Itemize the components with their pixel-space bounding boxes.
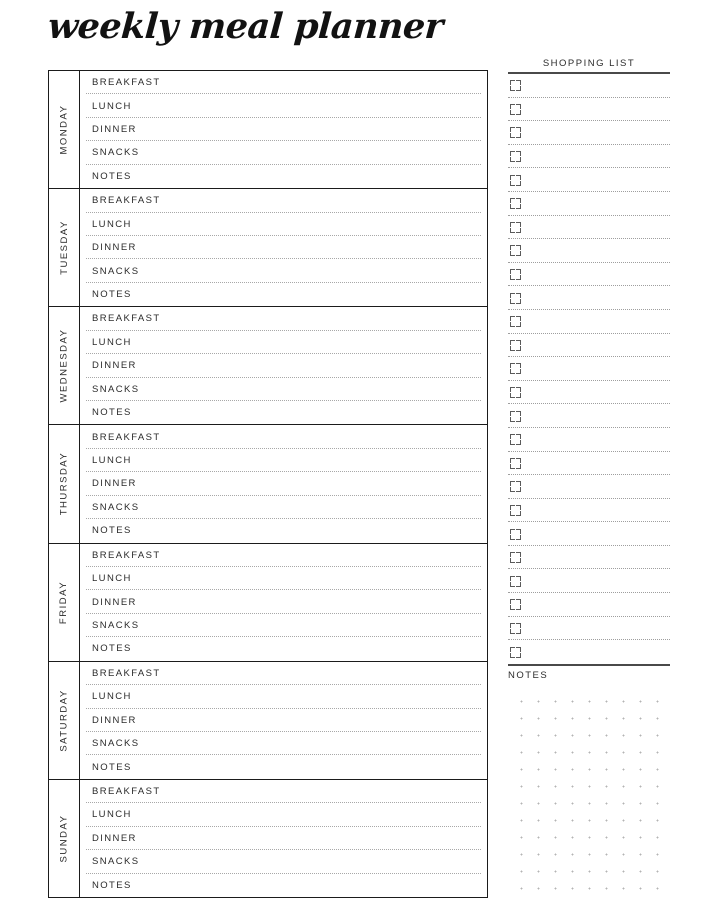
- shopping-list-item[interactable]: [508, 546, 670, 570]
- meal-row-breakfast[interactable]: [80, 425, 487, 448]
- meal-row-label: NOTES: [92, 761, 132, 773]
- meal-row-label: BREAKFAST: [92, 667, 161, 679]
- meal-row-notes[interactable]: [80, 755, 487, 778]
- day-label: TUESDAY: [58, 220, 70, 276]
- checkbox-icon[interactable]: [510, 222, 521, 233]
- meal-row-dinner[interactable]: [80, 354, 487, 377]
- checkbox-icon[interactable]: [510, 151, 521, 162]
- meal-row-snacks[interactable]: [80, 141, 487, 164]
- shopping-list-items: [508, 74, 670, 664]
- meal-row-label: LUNCH: [92, 218, 132, 230]
- shopping-list-item-text[interactable]: [521, 640, 670, 664]
- meal-row-label: SNACKS: [92, 856, 140, 868]
- meal-row-lunch[interactable]: [80, 213, 487, 236]
- shopping-list-item[interactable]: [508, 216, 670, 240]
- shopping-list-item[interactable]: [508, 475, 670, 499]
- meal-row-label: DINNER: [92, 360, 137, 372]
- meal-row-lunch[interactable]: [80, 567, 487, 590]
- meals-cell: [80, 189, 487, 306]
- meal-row-label: SNACKS: [92, 147, 140, 159]
- shopping-list-item[interactable]: [508, 98, 670, 122]
- meal-row-label: LUNCH: [92, 336, 132, 348]
- meal-row-snacks[interactable]: [80, 850, 487, 873]
- shopping-list-item-text[interactable]: [521, 74, 670, 98]
- shopping-list-item[interactable]: [508, 192, 670, 216]
- shopping-list-heading: SHOPPING LIST: [542, 58, 636, 69]
- meal-row-label: BREAKFAST: [92, 77, 161, 89]
- shopping-list-item[interactable]: [508, 263, 670, 287]
- checkbox-icon[interactable]: [510, 340, 521, 351]
- notes-divider: [508, 664, 670, 666]
- meal-row-label: BREAKFAST: [92, 195, 161, 207]
- meal-row-label: NOTES: [92, 879, 132, 891]
- meal-row-label: SNACKS: [92, 501, 140, 513]
- checkbox-icon[interactable]: [510, 552, 521, 563]
- meal-row-dinner[interactable]: [80, 827, 487, 850]
- meal-row-dinner[interactable]: [80, 709, 487, 732]
- meal-row-label: DINNER: [92, 242, 137, 254]
- meal-row-label: LUNCH: [92, 100, 132, 112]
- meal-row-snacks[interactable]: [80, 614, 487, 637]
- notes-panel: [508, 664, 670, 900]
- shopping-list-item-text[interactable]: [521, 357, 670, 381]
- shopping-list-item[interactable]: [508, 617, 670, 641]
- shopping-list-item-text[interactable]: [521, 310, 670, 334]
- checkbox-icon[interactable]: [510, 411, 521, 422]
- meal-row-label: DINNER: [92, 124, 137, 136]
- shopping-list-item-text[interactable]: [521, 593, 670, 617]
- day-label-cell: [49, 307, 80, 424]
- meal-row-lunch[interactable]: [80, 331, 487, 354]
- meal-row-label: BREAKFAST: [92, 549, 161, 561]
- shopping-list-item-text[interactable]: [521, 239, 670, 263]
- meal-row-label: SNACKS: [92, 738, 140, 750]
- day-label: THURSDAY: [58, 452, 70, 516]
- notes-dot-grid[interactable]: [508, 687, 670, 891]
- shopping-list-item-text[interactable]: [521, 98, 670, 122]
- shopping-list-item-text[interactable]: [521, 569, 670, 593]
- day-block-monday: [49, 71, 487, 189]
- meal-row-label: BREAKFAST: [92, 431, 161, 443]
- shopping-list-item[interactable]: [508, 428, 670, 452]
- meal-row-breakfast[interactable]: [80, 71, 487, 94]
- shopping-list-item-text[interactable]: [521, 404, 670, 428]
- checkbox-icon[interactable]: [510, 481, 521, 492]
- meal-row-breakfast[interactable]: [80, 544, 487, 567]
- shopping-list-item-text[interactable]: [521, 145, 670, 169]
- checkbox-icon[interactable]: [510, 458, 521, 469]
- meal-row-label: DINNER: [92, 714, 137, 726]
- meal-row-snacks[interactable]: [80, 378, 487, 401]
- meal-row-label: BREAKFAST: [92, 313, 161, 325]
- checkbox-icon[interactable]: [510, 599, 521, 610]
- meal-row-notes[interactable]: [80, 637, 487, 660]
- page-title: weekly meal planner: [46, 6, 445, 47]
- meals-cell: [80, 425, 487, 542]
- shopping-list-item[interactable]: [508, 286, 670, 310]
- meal-row-label: LUNCH: [92, 455, 132, 467]
- day-block-sunday: [49, 780, 487, 897]
- shopping-list-item[interactable]: [508, 640, 670, 664]
- shopping-list-item[interactable]: [508, 499, 670, 523]
- checkbox-icon[interactable]: [510, 269, 521, 280]
- meal-row-label: NOTES: [92, 407, 132, 419]
- checkbox-icon[interactable]: [510, 647, 521, 658]
- shopping-list-item-text[interactable]: [521, 121, 670, 145]
- meal-row-snacks[interactable]: [80, 259, 487, 282]
- meal-row-lunch[interactable]: [80, 685, 487, 708]
- day-label-cell: [49, 189, 80, 306]
- meal-row-breakfast[interactable]: [80, 662, 487, 685]
- meal-row-label: DINNER: [92, 596, 137, 608]
- shopping-list-item-text[interactable]: [521, 263, 670, 287]
- meal-row-breakfast[interactable]: [80, 780, 487, 803]
- shopping-list-item[interactable]: [508, 121, 670, 145]
- meal-row-label: SNACKS: [92, 265, 140, 277]
- meal-row-lunch[interactable]: [80, 449, 487, 472]
- meal-row-label: DINNER: [92, 832, 137, 844]
- meal-row-breakfast[interactable]: [80, 189, 487, 212]
- day-label: SUNDAY: [58, 814, 70, 863]
- meal-row-label: SNACKS: [92, 620, 140, 632]
- shopping-list-item-text[interactable]: [521, 546, 670, 570]
- day-block-thursday: [49, 425, 487, 543]
- shopping-list-item[interactable]: [508, 404, 670, 428]
- shopping-list-item[interactable]: [508, 569, 670, 593]
- meal-row-label: SNACKS: [92, 383, 140, 395]
- shopping-list-item[interactable]: [508, 381, 670, 405]
- meal-row-label: LUNCH: [92, 573, 132, 585]
- day-label-cell: [49, 780, 80, 897]
- checkbox-icon[interactable]: [510, 623, 521, 634]
- meal-row-label: NOTES: [92, 525, 132, 537]
- meal-row-label: NOTES: [92, 170, 132, 182]
- meal-row-dinner[interactable]: [80, 118, 487, 141]
- day-label: FRIDAY: [58, 580, 70, 624]
- meal-row-dinner[interactable]: [80, 472, 487, 495]
- shopping-list-item-text[interactable]: [521, 475, 670, 499]
- day-block-saturday: [49, 662, 487, 780]
- meal-row-notes[interactable]: [80, 165, 487, 188]
- meal-row-snacks[interactable]: [80, 732, 487, 755]
- shopping-list-item[interactable]: [508, 74, 670, 98]
- shopping-list-item[interactable]: [508, 522, 670, 546]
- checkbox-icon[interactable]: [510, 387, 521, 398]
- day-label-cell: [49, 71, 80, 188]
- day-label-cell: [49, 662, 80, 779]
- meal-row-lunch[interactable]: [80, 94, 487, 117]
- shopping-list-item-text[interactable]: [521, 522, 670, 546]
- meals-cell: [80, 780, 487, 897]
- meal-row-lunch[interactable]: [80, 803, 487, 826]
- meal-row-label: LUNCH: [92, 809, 132, 821]
- checkbox-icon[interactable]: [510, 198, 521, 209]
- shopping-list-item-text[interactable]: [521, 428, 670, 452]
- shopping-list-item-text[interactable]: [521, 381, 670, 405]
- day-block-tuesday: [49, 189, 487, 307]
- meal-row-notes[interactable]: [80, 283, 487, 306]
- notes-heading: NOTES: [508, 670, 549, 681]
- checkbox-icon[interactable]: [510, 127, 521, 138]
- shopping-list-item[interactable]: [508, 168, 670, 192]
- meal-row-label: DINNER: [92, 478, 137, 490]
- shopping-list-item-text[interactable]: [521, 192, 670, 216]
- weekly-planner-table: [48, 70, 488, 898]
- shopping-list-item-text[interactable]: [521, 499, 670, 523]
- meal-row-label: BREAKFAST: [92, 786, 161, 798]
- meal-row-label: LUNCH: [92, 691, 132, 703]
- shopping-list-item[interactable]: [508, 452, 670, 476]
- meals-cell: [80, 662, 487, 779]
- day-label-cell: [49, 544, 80, 661]
- checkbox-icon[interactable]: [510, 576, 521, 587]
- checkbox-icon[interactable]: [510, 505, 521, 516]
- meal-row-label: NOTES: [92, 643, 132, 655]
- shopping-list-item-text[interactable]: [521, 452, 670, 476]
- meal-row-dinner[interactable]: [80, 236, 487, 259]
- checkbox-icon[interactable]: [510, 293, 521, 304]
- checkbox-icon[interactable]: [510, 245, 521, 256]
- day-block-friday: [49, 544, 487, 662]
- day-label: MONDAY: [58, 104, 70, 155]
- shopping-list-item-text[interactable]: [521, 216, 670, 240]
- day-label-cell: [49, 425, 80, 542]
- checkbox-icon[interactable]: [510, 316, 521, 327]
- checkbox-icon[interactable]: [510, 363, 521, 374]
- shopping-list-item[interactable]: [508, 145, 670, 169]
- shopping-list-item[interactable]: [508, 334, 670, 358]
- meal-row-notes[interactable]: [80, 874, 487, 897]
- shopping-list-item[interactable]: [508, 310, 670, 334]
- shopping-list-item[interactable]: [508, 357, 670, 381]
- shopping-list-item-text[interactable]: [521, 617, 670, 641]
- checkbox-icon[interactable]: [510, 434, 521, 445]
- day-block-wednesday: [49, 307, 487, 425]
- checkbox-icon[interactable]: [510, 529, 521, 540]
- checkbox-icon[interactable]: [510, 80, 521, 91]
- shopping-list-item[interactable]: [508, 239, 670, 263]
- meal-row-notes[interactable]: [80, 519, 487, 542]
- meal-row-dinner[interactable]: [80, 590, 487, 613]
- meals-cell: [80, 307, 487, 424]
- shopping-list-item-text[interactable]: [521, 168, 670, 192]
- meals-cell: [80, 71, 487, 188]
- meal-row-label: NOTES: [92, 289, 132, 301]
- meal-row-breakfast[interactable]: [80, 307, 487, 330]
- day-label: SATURDAY: [58, 689, 70, 752]
- day-label: WEDNESDAY: [58, 328, 70, 403]
- shopping-list-item[interactable]: [508, 593, 670, 617]
- checkbox-icon[interactable]: [510, 104, 521, 115]
- checkbox-icon[interactable]: [510, 175, 521, 186]
- meal-row-snacks[interactable]: [80, 496, 487, 519]
- shopping-list-item-text[interactable]: [521, 286, 670, 310]
- meal-row-notes[interactable]: [80, 401, 487, 424]
- shopping-list-item-text[interactable]: [521, 334, 670, 358]
- meals-cell: [80, 544, 487, 661]
- shopping-list-panel: [508, 58, 670, 664]
